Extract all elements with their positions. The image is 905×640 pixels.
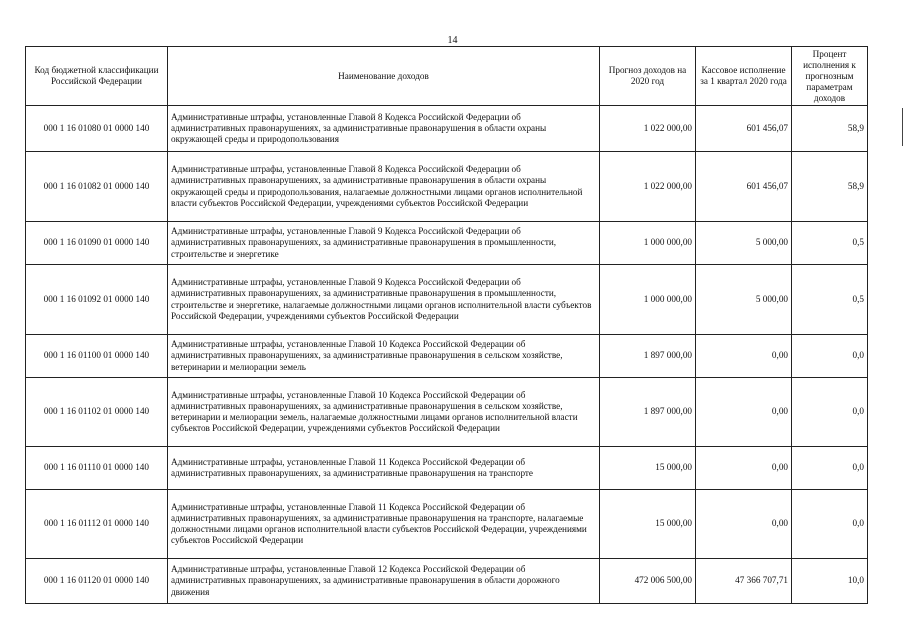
row-percent: 10,0 [792, 559, 868, 604]
row-forecast: 1 000 000,00 [600, 222, 696, 265]
row-actual: 601 456,07 [696, 152, 792, 222]
row-forecast: 15 000,00 [600, 490, 696, 559]
row-percent: 0,5 [792, 265, 868, 335]
row-name: Административные штрафы, установленные Главой 11 Кодекса Российской Федерации об административных правонарушениях, за административные правонарушения на транспорте [168, 447, 600, 490]
table-row [26, 152, 868, 222]
row-percent: 0,5 [792, 222, 868, 265]
page-number: 14 [447, 35, 458, 46]
row-name: Административные штрафы, установленные Главой 9 Кодекса Российской Федерации об административных правонарушениях, за административные правонарушения в промышленности, строительстве и энергетике, налагаемые должностными лицами органов исполнительной власти субъектов Российской Федерации, учреждениями субъектов Российской Федерации [168, 265, 600, 335]
header-actual: Кассовое исполнение за 1 квартал 2020 года [696, 47, 792, 106]
row-name: Административные штрафы, установленные Главой 8 Кодекса Российской Федерации об административных правонарушениях, за административные правонарушения в области охраны окружающей среды и природопользования, налагаемые должностными лицами органов исполнительной власти субъектов Российской Федерации, учреждениями субъектов Российской Федерации [168, 152, 600, 222]
row-code: 000 1 16 01082 01 0000 140 [26, 152, 168, 222]
header-code: Код бюджетной классификации Российской Федерации [26, 47, 168, 106]
header-forecast: Прогноз доходов на 2020 год [600, 47, 696, 106]
row-name: Административные штрафы, установленные Главой 8 Кодекса Российской Федерации об административных правонарушениях, за административные правонарушения в области охраны окружающей среды и природопользования [168, 106, 600, 152]
row-code: 000 1 16 01090 01 0000 140 [26, 222, 168, 265]
row-percent: 0,0 [792, 335, 868, 378]
row-code: 000 1 16 01112 01 0000 140 [26, 490, 168, 559]
row-percent: 0,0 [792, 378, 868, 447]
table-row [26, 222, 868, 265]
row-name: Административные штрафы, установленные Главой 10 Кодекса Российской Федерации об административных правонарушениях, за административные правонарушения в сельском хозяйстве, ветеринарии и мелиорации земель [168, 335, 600, 378]
row-code: 000 1 16 01100 01 0000 140 [26, 335, 168, 378]
row-actual: 47 366 707,71 [696, 559, 792, 604]
row-code: 000 1 16 01080 01 0000 140 [26, 106, 168, 152]
row-code: 000 1 16 01102 01 0000 140 [26, 378, 168, 447]
row-actual: 0,00 [696, 490, 792, 559]
row-actual: 0,00 [696, 378, 792, 447]
row-actual: 5 000,00 [696, 265, 792, 335]
row-forecast: 1 022 000,00 [600, 106, 696, 152]
row-percent: 58,9 [792, 152, 868, 222]
row-actual: 601 456,07 [696, 106, 792, 152]
table-row [26, 106, 868, 152]
row-forecast: 1 897 000,00 [600, 378, 696, 447]
row-name: Административные штрафы, установленные Главой 10 Кодекса Российской Федерации об административных правонарушениях, за административные правонарушения в сельском хозяйстве, ветеринарии и мелиорации земель, налагаемые должностными лицами органов исполнительной власти субъектов Российской Федерации, учреждениями субъектов Российской Федерации [168, 378, 600, 447]
header-name: Наименование доходов [168, 47, 600, 106]
row-name: Административные штрафы, установленные Главой 11 Кодекса Российской Федерации об административных правонарушениях, за административные правонарушения на транспорте, налагаемые должностными лицами органов исполнительной власти субъектов Российской Федерации, учреждениями субъектов Российской Федерации [168, 490, 600, 559]
row-forecast: 472 006 500,00 [600, 559, 696, 604]
row-actual: 5 000,00 [696, 222, 792, 265]
header-percent: Процент исполнения к прогнозным параметрам доходов [792, 47, 868, 106]
revenue-table [25, 46, 868, 604]
header-row [26, 47, 868, 106]
table-row [26, 265, 868, 335]
row-name: Административные штрафы, установленные Главой 9 Кодекса Российской Федерации об административных правонарушениях, за административные правонарушения в промышленности, строительстве и энергетике [168, 222, 600, 265]
row-code: 000 1 16 01120 01 0000 140 [26, 559, 168, 604]
table-row [26, 378, 868, 447]
row-percent: 58,9 [792, 106, 868, 152]
table-row [26, 559, 868, 604]
row-percent: 0,0 [792, 490, 868, 559]
table-row [26, 447, 868, 490]
table-row [26, 490, 868, 559]
row-actual: 0,00 [696, 447, 792, 490]
row-forecast: 15 000,00 [600, 447, 696, 490]
table-row [26, 335, 868, 378]
row-forecast: 1 897 000,00 [600, 335, 696, 378]
row-code: 000 1 16 01092 01 0000 140 [26, 265, 168, 335]
row-forecast: 1 000 000,00 [600, 265, 696, 335]
row-percent: 0,0 [792, 447, 868, 490]
row-forecast: 1 022 000,00 [600, 152, 696, 222]
row-code: 000 1 16 01110 01 0000 140 [26, 447, 168, 490]
row-name: Административные штрафы, установленные Главой 12 Кодекса Российской Федерации об административных правонарушениях, за административные правонарушения в области дорожного движения [168, 559, 600, 604]
scan-edge-mark [902, 108, 903, 146]
row-actual: 0,00 [696, 335, 792, 378]
